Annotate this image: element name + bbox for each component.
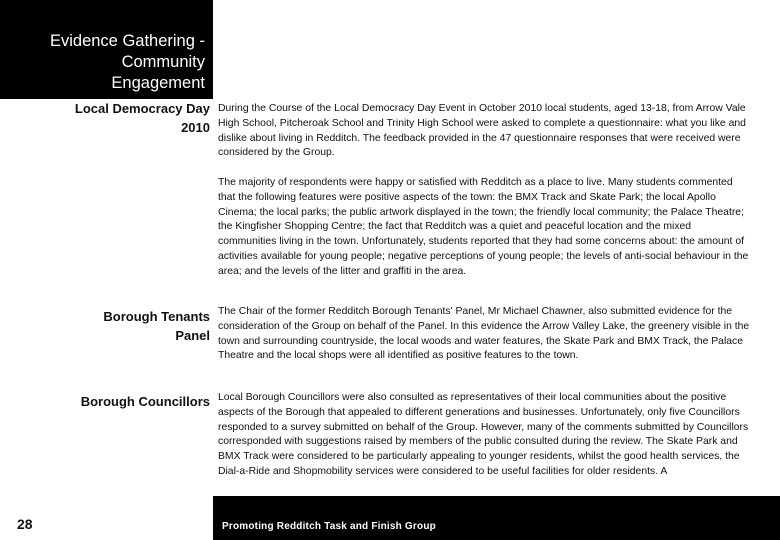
label-line: Local Democracy Day — [74, 101, 210, 116]
borough-councillors-text — [218, 391, 752, 494]
local-democracy-day-findings — [218, 176, 752, 280]
label-borough-tenants-panel — [103, 307, 210, 345]
section-title-line-2: Community — [121, 53, 205, 71]
section-title-line-3: Engagement — [111, 74, 205, 92]
section-title — [0, 0, 213, 99]
label-local-democracy-day — [75, 99, 210, 137]
local-democracy-day-text — [218, 102, 752, 161]
footer-bar — [213, 496, 780, 540]
paragraph: The majority of respondents were happy or satisfied with Redditch as a place to live. Many students commented that the following features were positive aspects of the town: the BMX Track and Skate Park; the local Apollo Cinema; the local parks; the public artwork displayed in the town; the friendly local community; the Palace Theatre; the Kingfisher Shopping Centre; the fact that Redditch was a quiet and peaceful location and the mixed communities living in the town. Unfortunately, students reported that they had some concerns about: the amount of activities available for young people; negative perceptions of young people; the levels of anti-social behaviour in the area; and the levels of the litter and graffiti in the area. — [218, 177, 749, 277]
label-line: Borough Councillors — [80, 394, 210, 409]
label-line: Panel — [175, 328, 210, 343]
label-line: Borough Tenants — [103, 309, 210, 324]
label-line: 2010 — [181, 120, 210, 135]
borough-tenants-panel-text — [218, 305, 752, 364]
paragraph: During the Course of the Local Democracy Day Event in October 2010 local students, aged 13-18, from Arrow Vale High School, Pitcheroak School and Trinity High School were asked to complete a questionnaire: what you like and dislike about living in Redditch. The feedback provided in the 47 questionnaire responses that were received were considered by the Group. — [218, 103, 746, 159]
label-borough-councillors — [81, 392, 210, 411]
paragraph: Local Borough Councillors were also consulted as representatives of their local communities about the positive aspects of the Borough that appealed to different generations and businesses. Unfortunately, only five Councillors responded to a survey submitted on behalf of the Group. However, many of the comments submitted by Councillors corresponded with suggestions raised by members of the public consulted during the review. The Skate Park and BMX Track were considered to be particularly appealing to younger residents, whilst the good health services, the Dial-a-Ride and Shopmobility services were considered to be useful facilities for older residents. A — [218, 392, 749, 477]
page-number: 28 — [17, 516, 33, 532]
paragraph: The Chair of the former Redditch Borough Tenants' Panel, Mr Michael Chawner, also submitted evidence for the consideration of the Group on behalf of the Panel. In this evidence the Arrow Valley Lake, the greenery visible in the town and surrounding countryside, the local woods and water features, the Skate Park and BMX Track, the Palace Theatre and the local shops were all identified as positive features to the town. — [218, 306, 750, 362]
section-title-line-1: Evidence Gathering - — [49, 32, 205, 50]
footer-text: Promoting Redditch Task and Finish Group — [222, 521, 436, 532]
